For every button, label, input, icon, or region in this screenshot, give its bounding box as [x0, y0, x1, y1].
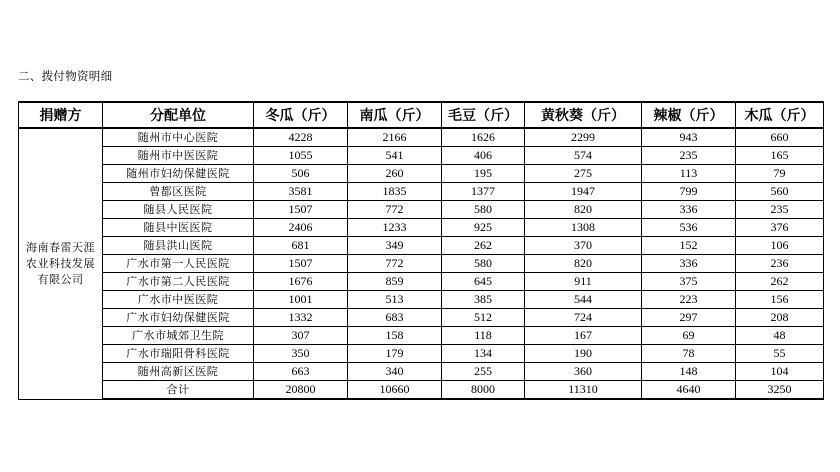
unit-cell: 随县洪山医院	[103, 237, 254, 255]
table-row	[19, 309, 824, 327]
table-row	[19, 255, 824, 273]
unit-cell: 随州市中医医院	[103, 147, 254, 165]
quantity-cell: 2406	[254, 219, 348, 237]
quantity-cell: 262	[736, 273, 824, 291]
quantity-cell: 1626	[442, 128, 525, 147]
quantity-cell: 165	[736, 147, 824, 165]
quantity-cell: 113	[642, 165, 736, 183]
quantity-cell: 376	[736, 219, 824, 237]
total-row	[19, 381, 824, 400]
unit-cell: 广水市中医医院	[103, 291, 254, 309]
unit-cell: 随州高新区医院	[103, 363, 254, 381]
unit-cell: 广水市瑞阳骨科医院	[103, 345, 254, 363]
column-header: 冬瓜（斤）	[254, 102, 348, 128]
table-row	[19, 327, 824, 345]
quantity-cell: 681	[254, 237, 348, 255]
quantity-cell: 820	[525, 255, 642, 273]
quantity-cell: 1507	[254, 201, 348, 219]
quantity-cell: 349	[348, 237, 442, 255]
section-title: 二、拨付物资明细	[18, 69, 113, 83]
table-row	[19, 183, 824, 201]
quantity-cell: 513	[348, 291, 442, 309]
quantity-cell: 260	[348, 165, 442, 183]
quantity-cell: 156	[736, 291, 824, 309]
quantity-cell: 541	[348, 147, 442, 165]
unit-cell: 广水市城郊卫生院	[103, 327, 254, 345]
table-row	[19, 219, 824, 237]
column-header: 木瓜（斤）	[736, 102, 824, 128]
unit-cell: 曾都区医院	[103, 183, 254, 201]
quantity-cell: 148	[642, 363, 736, 381]
header-row	[19, 102, 824, 128]
quantity-cell: 134	[442, 345, 525, 363]
quantity-cell: 118	[442, 327, 525, 345]
quantity-cell: 2166	[348, 128, 442, 147]
table-row	[19, 237, 824, 255]
quantity-cell: 1507	[254, 255, 348, 273]
quantity-cell: 1377	[442, 183, 525, 201]
quantity-cell: 820	[525, 201, 642, 219]
quantity-cell: 512	[442, 309, 525, 327]
column-header: 分配单位	[103, 102, 254, 128]
total-cell: 3250	[736, 381, 824, 400]
quantity-cell: 724	[525, 309, 642, 327]
quantity-cell: 79	[736, 165, 824, 183]
total-cell: 8000	[442, 381, 525, 400]
unit-cell: 广水市妇幼保健医院	[103, 309, 254, 327]
quantity-cell: 48	[736, 327, 824, 345]
column-header: 毛豆（斤）	[442, 102, 525, 128]
column-header: 南瓜（斤）	[348, 102, 442, 128]
quantity-cell: 1947	[525, 183, 642, 201]
quantity-cell: 78	[642, 345, 736, 363]
quantity-cell: 911	[525, 273, 642, 291]
donor-cell: 海南春雷天涯农业科技发展有限公司	[19, 128, 103, 399]
quantity-cell: 167	[525, 327, 642, 345]
table-row	[19, 345, 824, 363]
quantity-cell: 55	[736, 345, 824, 363]
quantity-cell: 799	[642, 183, 736, 201]
quantity-cell: 275	[525, 165, 642, 183]
quantity-cell: 560	[736, 183, 824, 201]
quantity-cell: 2299	[525, 128, 642, 147]
quantity-cell: 236	[736, 255, 824, 273]
unit-cell: 随县人民医院	[103, 201, 254, 219]
quantity-cell: 336	[642, 255, 736, 273]
table-row	[19, 165, 824, 183]
quantity-cell: 544	[525, 291, 642, 309]
quantity-cell: 69	[642, 327, 736, 345]
quantity-cell: 925	[442, 219, 525, 237]
table-body	[19, 128, 824, 399]
quantity-cell: 406	[442, 147, 525, 165]
total-label: 合计	[103, 381, 254, 400]
quantity-cell: 223	[642, 291, 736, 309]
quantity-cell: 375	[642, 273, 736, 291]
quantity-cell: 235	[736, 201, 824, 219]
quantity-cell: 1308	[525, 219, 642, 237]
column-header: 黄秋葵（斤）	[525, 102, 642, 128]
quantity-cell: 152	[642, 237, 736, 255]
quantity-cell: 307	[254, 327, 348, 345]
total-cell: 10660	[348, 381, 442, 400]
column-header: 辣椒（斤）	[642, 102, 736, 128]
quantity-cell: 195	[442, 165, 525, 183]
quantity-cell: 104	[736, 363, 824, 381]
quantity-cell: 506	[254, 165, 348, 183]
quantity-cell: 3581	[254, 183, 348, 201]
quantity-cell: 859	[348, 273, 442, 291]
quantity-cell: 158	[348, 327, 442, 345]
quantity-cell: 1332	[254, 309, 348, 327]
quantity-cell: 580	[442, 255, 525, 273]
allocation-table	[18, 101, 824, 400]
quantity-cell: 660	[736, 128, 824, 147]
table-row	[19, 363, 824, 381]
quantity-cell: 297	[642, 309, 736, 327]
quantity-cell: 772	[348, 255, 442, 273]
quantity-cell: 350	[254, 345, 348, 363]
quantity-cell: 580	[442, 201, 525, 219]
table-row	[19, 273, 824, 291]
table-row	[19, 128, 824, 147]
quantity-cell: 340	[348, 363, 442, 381]
quantity-cell: 106	[736, 237, 824, 255]
unit-cell: 随州市中心医院	[103, 128, 254, 147]
quantity-cell: 1001	[254, 291, 348, 309]
unit-cell: 随州市妇幼保健医院	[103, 165, 254, 183]
unit-cell: 广水市第二人民医院	[103, 273, 254, 291]
quantity-cell: 190	[525, 345, 642, 363]
quantity-cell: 663	[254, 363, 348, 381]
quantity-cell: 1676	[254, 273, 348, 291]
quantity-cell: 645	[442, 273, 525, 291]
quantity-cell: 179	[348, 345, 442, 363]
quantity-cell: 385	[442, 291, 525, 309]
unit-cell: 广水市第一人民医院	[103, 255, 254, 273]
total-cell: 11310	[525, 381, 642, 400]
quantity-cell: 1233	[348, 219, 442, 237]
quantity-cell: 536	[642, 219, 736, 237]
quantity-cell: 262	[442, 237, 525, 255]
quantity-cell: 336	[642, 201, 736, 219]
quantity-cell: 4228	[254, 128, 348, 147]
quantity-cell: 360	[525, 363, 642, 381]
unit-cell: 随县中医医院	[103, 219, 254, 237]
quantity-cell: 370	[525, 237, 642, 255]
quantity-cell: 772	[348, 201, 442, 219]
quantity-cell: 255	[442, 363, 525, 381]
quantity-cell: 1055	[254, 147, 348, 165]
quantity-cell: 235	[642, 147, 736, 165]
quantity-cell: 574	[525, 147, 642, 165]
total-cell: 4640	[642, 381, 736, 400]
quantity-cell: 683	[348, 309, 442, 327]
table-row	[19, 201, 824, 219]
column-header: 捐赠方	[19, 102, 103, 128]
total-cell: 20800	[254, 381, 348, 400]
quantity-cell: 208	[736, 309, 824, 327]
table-row	[19, 291, 824, 309]
quantity-cell: 1835	[348, 183, 442, 201]
table-row	[19, 147, 824, 165]
quantity-cell: 943	[642, 128, 736, 147]
